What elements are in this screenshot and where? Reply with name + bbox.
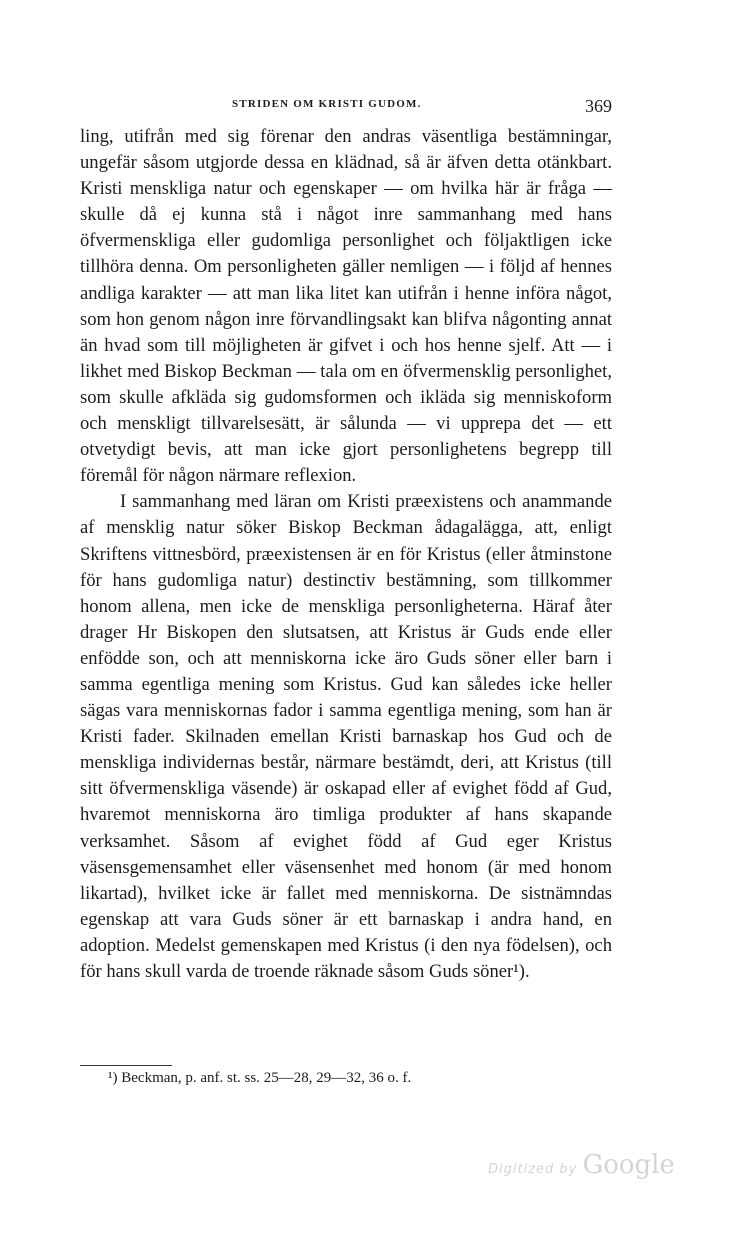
paragraph: I sammanhang med läran om Kristi præexistens och anammande af mensklig natur söker Biskop Beckman ådagalägga, att, enligt Skriftens vittnesbörd, præexistensen är en för Kristus (eller åtminstone för hans gudomliga natur) destinctiv bestämning, som tillkommer honom allena, men icke de menskliga personligheterna. Häraf åter drager Hr Biskopen den slutsatsen, att Kristus är Guds ende eller enfödde son, och att menniskorna icke äro Guds söner eller barn i samma egentliga mening som Kristus. Gud kan således icke heller sägas vara menniskornas fador i samma egentliga mening, som han är Kristi fader. Skilnaden emellan Kristi barnaskap hos Gud och de menskliga individernas består, närmare bestämdt, deri, att Kristus (till sitt öfvermenskliga väsende) är oskapad eller af evighet född af Gud, hvaremot menniskorna äro timliga produkter af hans skapande verksamhet. Såsom af evighet född af Gud eger Kristus väsensgemensamhet eller väsensenhet med honom (är med honom likartad), hvilket icke är fallet med menniskorna. De sistnämndas egenskap att vara Guds söner är ett barnaskap i andra hand, en adoption. Medelst gemenskapen med Kristus (i den nya födelsen), och för hans skull varda de troende räknade såsom Guds söner¹). xyxy=(80,491,612,982)
digitization-watermark xyxy=(488,1150,675,1180)
watermark-logo-text: Google xyxy=(582,1150,675,1180)
body-text xyxy=(80,124,612,985)
running-title: STRIDEN OM KRISTI GUDOM. xyxy=(232,98,422,110)
page-number: 369 xyxy=(585,96,612,116)
paragraph-continued: ling, utifrån med sig förenar den andras väsentliga bestämningar, ungefär såsom utgjorde dessa en klädnad, så är äfven detta otänkbart. Kristi menskliga natur och egenskaper — om hvilka här är fråga — skulle då ej kunna stå i något inre sammanhang med hans öfvermenskliga eller gudomliga personlighet och följaktligen icke tillhöra denna. Om personligheten gäller nemligen — i följd af hennes andliga karakter — att man lika litet kan utifrån i henne införa något, som hon genom någon inre förvandlingsakt kan blifva någonting annat än hvad som till möjligheten är gifvet i och hos henne sjelf. Att — i likhet med Biskop Beckman — tala om en öfvermensklig personlighet, som skulle afkläda sig gudomsformen och ikläda sig menniskoform och menskligt tillvarelsesätt, är sålunda — vi upprepa det — ett otvetydigt bevis, att man icke gjort personlighetens begrepp till föremål för någon närmare reflexion. xyxy=(80,126,612,487)
watermark-prefix: Digitized by xyxy=(488,1162,578,1177)
footnote-divider xyxy=(80,1065,172,1066)
running-head xyxy=(80,96,612,120)
footnote: ¹) Beckman, p. anf. st. ss. 25—28, 29—32, 36 o. f. xyxy=(108,1070,412,1086)
